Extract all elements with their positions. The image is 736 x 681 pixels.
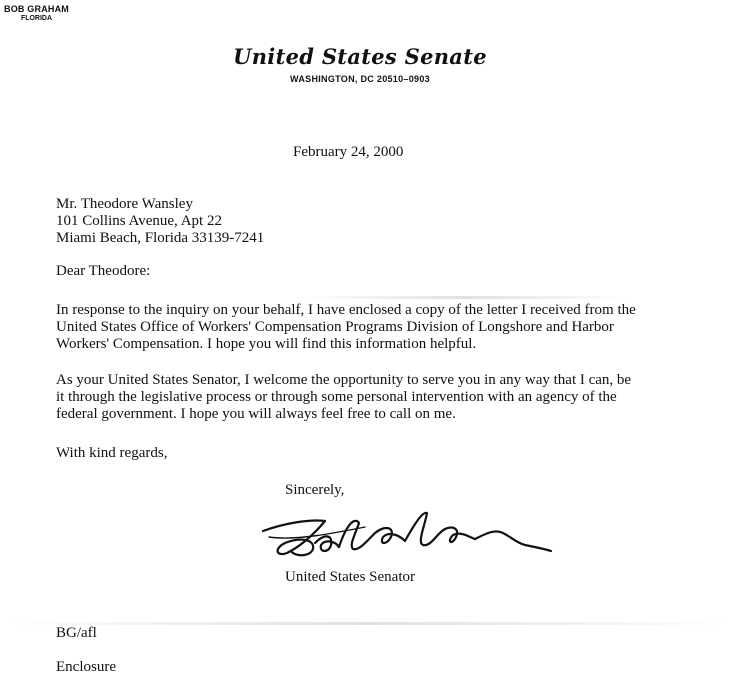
signer-title: United States Senator (285, 569, 415, 585)
paragraph-line: it through the legislative process or through some personal intervention with an agency of the (56, 389, 617, 405)
paragraph-line: United States Office of Workers' Compensation Programs Division of Longshore and Harbor (56, 319, 614, 335)
letter-date: February 24, 2000 (293, 144, 404, 160)
enclosure-note: Enclosure (56, 659, 116, 675)
paragraph-line: federal government. I hope you will always feel free to call on me. (56, 406, 456, 422)
scan-smudge (0, 622, 736, 625)
paragraph-line: Workers' Compensation. I hope you will find this information helpful. (56, 336, 477, 352)
senator-state: FLORIDA (20, 15, 53, 22)
letterhead-address: WASHINGTON, DC 20510–0903 (290, 74, 430, 84)
closing-line: With kind regards, (56, 445, 168, 461)
letterhead-title: United States Senate (233, 44, 487, 69)
senator-header (4, 4, 69, 23)
paragraph-line: In response to the inquiry on your behalf, I have enclosed a copy of the letter I received from the (56, 302, 636, 318)
salutation: Dear Theodore: (56, 263, 151, 279)
signature (255, 503, 555, 565)
recipient-address (56, 196, 264, 247)
senator-name: BOB GRAHAM (4, 4, 69, 14)
recipient-street: 101 Collins Avenue, Apt 22 (56, 213, 222, 229)
letterhead (200, 44, 520, 84)
sign-off: Sincerely, (285, 482, 345, 498)
recipient-name: Mr. Theodore Wansley (56, 196, 193, 212)
typist-initials: BG/afl (56, 625, 97, 641)
body-paragraph-2 (56, 372, 631, 423)
paragraph-line: As your United States Senator, I welcome the opportunity to serve you in any way that I can, be (56, 372, 632, 388)
body-paragraph-1 (56, 302, 636, 353)
recipient-city: Miami Beach, Florida 33139-7241 (56, 230, 265, 246)
scan-smudge (300, 296, 630, 299)
